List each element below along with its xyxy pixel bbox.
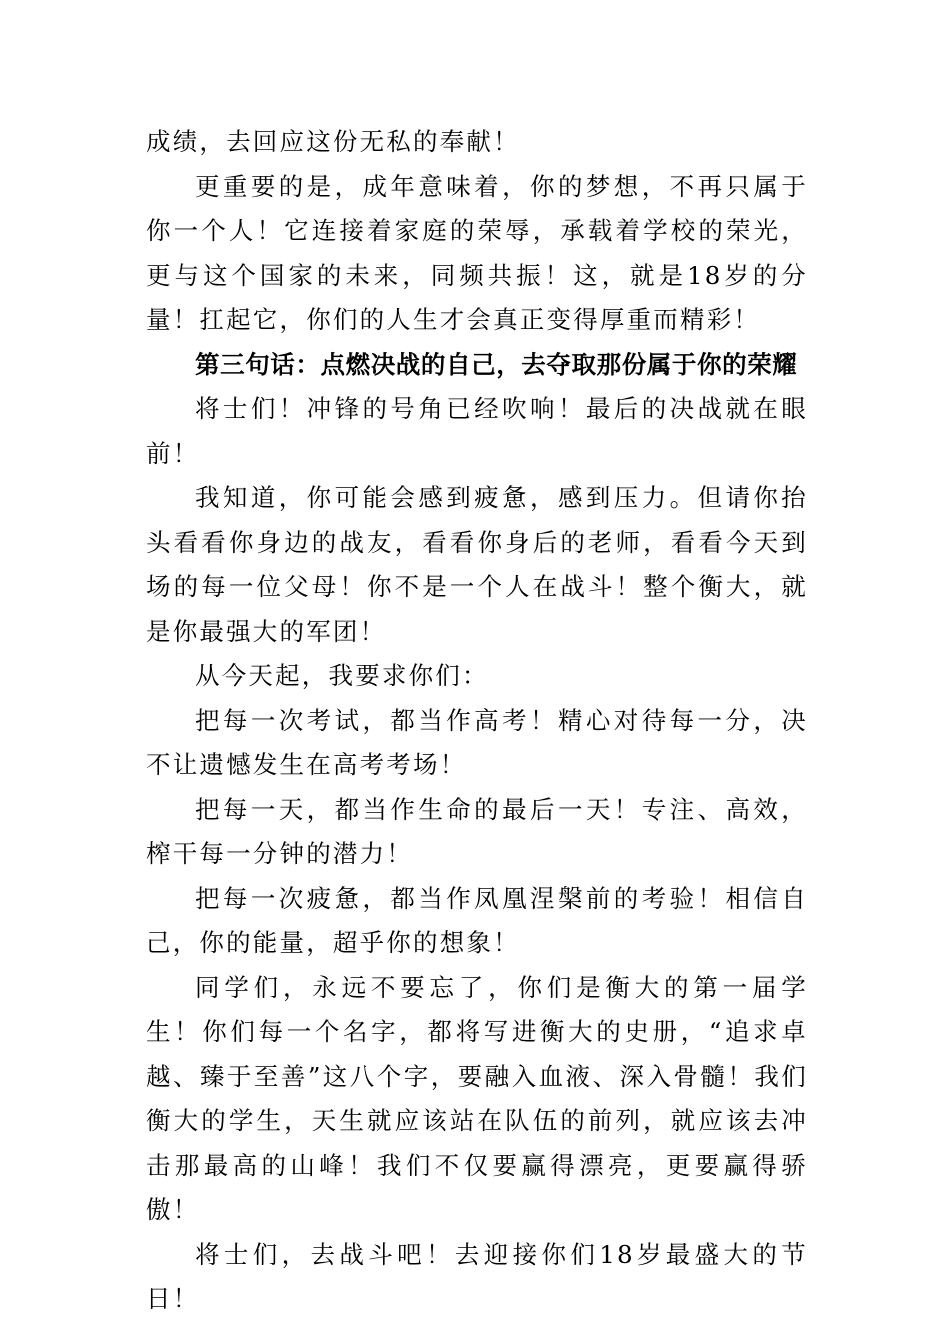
paragraph-every-fatigue: 把每一次疲惫，都当作凤凰涅槃前的考验！相信自己，你的能量，超乎你的想象！ xyxy=(146,883,808,957)
paragraph-continuation: 成绩，去回应这份无私的奉献！ xyxy=(146,127,520,156)
paragraph-battle-call: 将士们！冲锋的号角已经吹响！最后的决战就在眼前！ xyxy=(146,394,808,468)
section-heading-third: 第三句话：点燃决战的自己，去夺取那份属于你的荣耀 xyxy=(195,349,798,379)
document-page xyxy=(146,120,808,1322)
paragraph-every-day: 把每一天，都当作生命的最后一天！专注、高效，榨干每一分钟的潜力！ xyxy=(146,794,808,868)
paragraph-closing: 将士们，去战斗吧！去迎接你们18岁最盛大的节日！ xyxy=(146,1239,808,1313)
paragraph-first-class: 同学们，永远不要忘了，你们是衡大的第一届学生！你们每一个名字，都将写进衡大的史册，“追求卓越、臻于至善”这八个字，要融入血液、深入骨髓！我们衡大的学生，天生就应该站在队伍的前列，就应该去冲击那最高的山峰！我们不仅要赢得漂亮，更要赢得骄傲！ xyxy=(146,972,808,1224)
paragraph-not-alone: 我知道，你可能会感到疲惫，感到压力。但请你抬头看看你身边的战友，看看你身后的老师，看看今天到场的每一位父母！你不是一个人在战斗！整个衡大，就是你最强大的军团！ xyxy=(146,483,808,646)
paragraph-adulthood-meaning: 更重要的是，成年意味着，你的梦想，不再只属于你一个人！它连接着家庭的荣辱，承载着学校的荣光，更与这个国家的未来，同频共振！这，就是18岁的分量！扛起它，你们的人生才会真正变得厚重而精彩！ xyxy=(146,171,808,334)
paragraph-every-exam: 把每一次考试，都当作高考！精心对待每一分，决不让遗憾发生在高考考场！ xyxy=(146,705,808,779)
paragraph-requirements-intro: 从今天起，我要求你们： xyxy=(195,661,489,690)
